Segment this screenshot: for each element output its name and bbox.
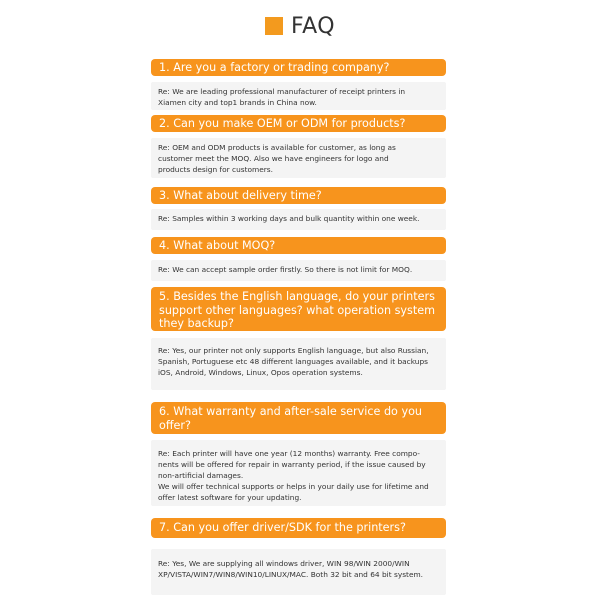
answer-line: We will offer technical supports or helps in your daily use for lifetime and (158, 482, 429, 491)
answer-line: Spanish, Portuguese etc 48 different languages available, and it backups (158, 357, 429, 366)
faq-answer-4 (151, 260, 446, 281)
question-text: 7. Can you offer driver/SDK for the printers? (159, 521, 406, 535)
answer-line: XP/VISTA/WIN7/WIN8/WIN10/LINUX/MAC. Both 32 bit and 64 bit system. (158, 570, 424, 579)
faq-answer-3 (151, 209, 446, 230)
faq-answer-6 (151, 440, 446, 506)
faq-question-4 (151, 237, 446, 254)
answer-line: customer meet the MOQ. Also we have engineers for logo and (158, 154, 389, 163)
faq-question-3 (151, 187, 446, 204)
faq-question-5 (151, 287, 446, 331)
answer-line: Re: Yes, We are supplying all windows driver, WIN 98/WIN 2000/WIN (158, 559, 410, 568)
question-text: 2. Can you make OEM or ODM for products? (159, 116, 406, 130)
question-text: 3. What about delivery time? (159, 188, 322, 202)
answer-line: Re: We can accept sample order firstly. So there is not limit for MOQ. (158, 265, 413, 274)
question-text: offer? (159, 418, 191, 432)
answer-line: nents will be offered for repair in warranty period, if the issue caused by (158, 460, 426, 469)
answer-line: iOS, Android, Windows, Linux, Opos operation systems. (158, 368, 363, 377)
faq-question-2 (151, 115, 446, 132)
faq-question-7 (151, 518, 446, 538)
answer-line: Re: Each printer will have one year (12 months) warranty. Free compo- (158, 449, 420, 458)
question-text: support other languages? what operation system (159, 303, 436, 317)
answer-line: Re: Samples within 3 working days and bulk quantity within one week. (158, 214, 420, 223)
answer-line: products design for customers. (158, 165, 274, 174)
faq-question-6 (151, 402, 446, 434)
faq-answer-1 (151, 82, 446, 110)
answer-line: Re: Yes, our printer not only supports English language, but also Russian, (158, 346, 429, 355)
question-text: 6. What warranty and after-sale service do you (159, 405, 423, 418)
question-text: 5. Besides the English language, do your printers (159, 290, 435, 303)
answer-line: Xiamen city and top1 brands in China now. (158, 98, 317, 107)
answer-line: Re: We are leading professional manufacturer of receipt printers in (158, 87, 406, 96)
faq-answer-2 (151, 138, 446, 178)
question-text: 1. Are you a factory or trading company? (159, 60, 390, 74)
answer-line: Re: OEM and ODM products is available for customer, as long as (158, 143, 396, 152)
answer-line: offer latest software for your updating. (158, 493, 302, 502)
faq-answer-5 (151, 338, 446, 390)
faq-header (0, 12, 600, 40)
orange-square-icon (265, 17, 283, 35)
answer-line: non-artificial damages. (158, 471, 244, 480)
faq-answer-7 (151, 549, 446, 595)
question-text: 4. What about MOQ? (159, 238, 276, 252)
page-title: FAQ (290, 13, 336, 39)
faq-question-1 (151, 59, 446, 76)
question-text: they backup? (159, 317, 234, 330)
